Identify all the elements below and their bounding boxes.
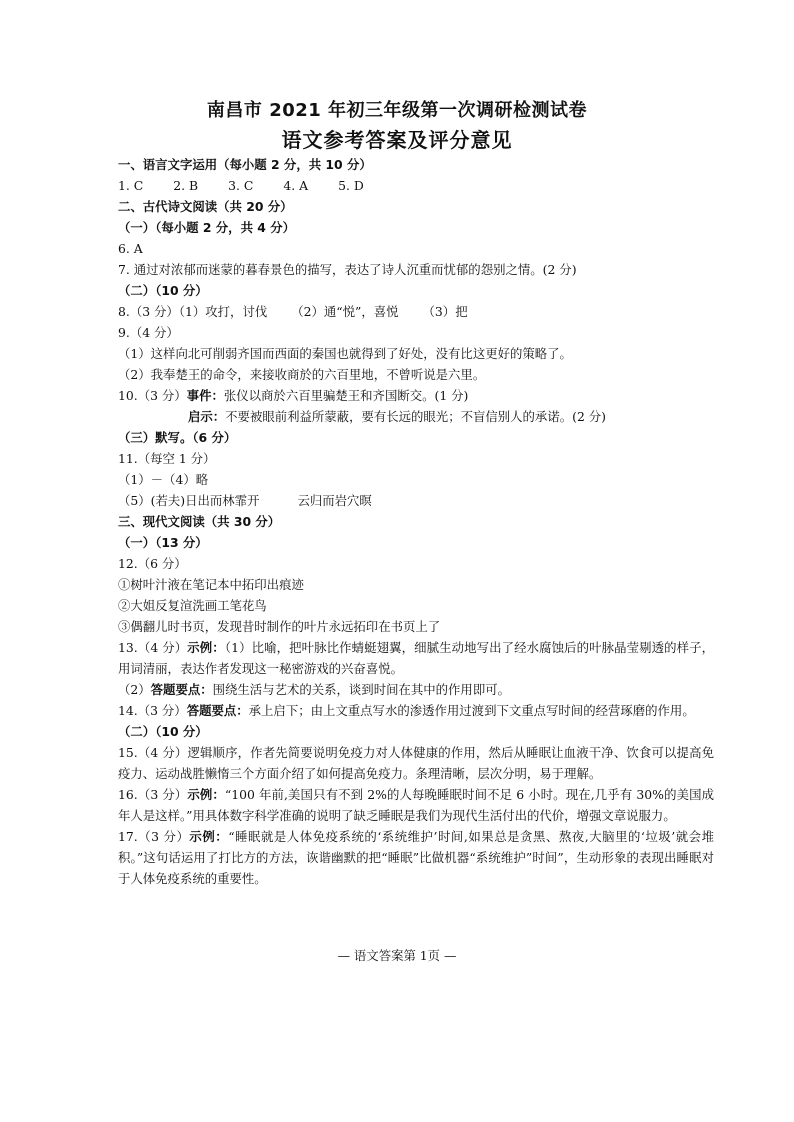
answer-13 [118,637,714,679]
answer-11-b [118,490,714,511]
key-points-label: 答题要点： [150,682,213,697]
event-label: 事件： [186,388,224,403]
key-points-label: 答题要点： [186,703,249,718]
example-label: 示例： [187,640,225,655]
answer-8-b: （2）通“悦”，喜悦 [291,304,399,319]
example-label: 示例： [189,829,229,844]
page-footer: — 语文答案第 1页 — [337,948,457,963]
answer-12-3: ③偶翻儿时书页，发现昔时制作的叶片永远拓印在书页上了 [118,619,441,634]
answer-3: 3. C [228,178,254,193]
section-3-heading: 三、现代文阅读（共 30 分） [118,514,281,529]
insight-label: 启示： [188,409,226,424]
answer-14 [118,700,714,721]
answer-11-a: （1）－（4）略 [118,472,209,487]
answer-14-text: 承上启下；由上文重点写水的渗透作用过渡到下文重点写时间的经营琢磨的作用。 [248,703,695,718]
answer-2: 2. B [173,178,199,193]
answer-key-title: 语文参考答案及评分意见 [281,128,513,152]
answer-16-text: “100 年前,美国只有不到 2%的人每晚睡眠时间不足 6 小时。现在,几乎有 30%的美国成年人是这样。”用具体数字科学准确的说明了缺乏睡眠是我们为现代生活付出的代价，增强文章说服力。 [118,787,715,823]
answer-13-2-text: 围绕生活与艺术的关系，谈到时间在其中的作用即可。 [212,682,510,697]
answer-10-event [118,385,714,406]
answer-5: 5. D [338,178,364,193]
answer-12-1: ①树叶汁液在笔记本中拓印出痕迹 [118,577,304,592]
insight-text: 不要被眼前利益所蒙蔽，要有长远的眼光；不盲信别人的承诺。(2 分) [225,409,606,424]
answer-17 [118,826,714,889]
answer-4: 4. A [283,178,309,193]
answer-11-b2: 云归而岩穴暝 [297,493,372,508]
answer-17-label: 17.（3 分） [118,829,190,844]
part-3-heading: （三）默写。（6 分） [118,430,237,445]
answer-13-2-label: （2） [118,682,151,697]
answer-9-2: （2）我奉楚王的命令，来接收商於的六百里地，不曾听说是六里。 [118,367,486,382]
answer-body [118,154,714,889]
section-2-heading: 二、古代诗文阅读（共 20 分） [118,199,293,214]
exam-title: 南昌市 2021 年初三年级第一次调研检测试卷 [206,100,588,121]
part-3-2-heading: （二）（10 分） [118,724,208,739]
answer-12-2: ②大姐反复渲洗画工笔花鸟 [118,598,267,613]
answer-16-label: 16.（3 分） [118,787,188,802]
answer-10-insight [118,406,714,427]
answer-1: 1. C [118,178,144,193]
part-3-1-heading: （一）（13 分） [118,535,208,550]
part-2-heading: （二）（10 分） [118,283,208,298]
answer-14-label: 14.（3 分） [118,703,187,718]
answer-8 [118,301,714,322]
answer-11: 11.（每空 1 分） [118,451,216,466]
answer-13-2 [118,679,714,700]
answer-13-text: （1）比喻，把叶脉比作蜻蜓翅翼，细腻生动地写出了经水腐蚀后的叶脉晶莹剔透的样子，用词清丽，表达作者发现这一秘密游戏的兴奋喜悦。 [118,640,715,676]
answer-9: 9.（4 分） [118,325,179,340]
answer-17-text: “睡眠就是人体免疫系统的‘系统维护’时间,如果总是贪黑、熬夜,大脑里的‘垃圾’就会堆积。”这句话运用了打比方的方法，诙谐幽默的把“睡眠”比做机器“系统维护”时间”，生动形象的表现出睡眠对于人体免疫系统的重要性。 [118,829,715,886]
answer-8-c: （3）把 [422,304,468,319]
answer-6: 6. A [118,241,143,256]
mcq-answers-row [118,175,714,196]
event-text: 张仪以商於六百里骗楚王和齐国断交。(1 分) [223,388,469,403]
answer-15: 15.（4 分）逻辑顺序，作者先简要说明免疫力对人体健康的作用，然后从睡眠让血液干净、饮食可以提高免疫力、运动战胜懒惰三个方面介绍了如何提高免疫力。条理清晰，层次分明，易于理解。 [118,745,714,781]
section-1-heading: 一、语言文字运用（每小题 2 分，共 10 分） [118,157,372,172]
answer-7: 7. 通过对浓郁而迷蒙的暮春景色的描写，表达了诗人沉重而忧郁的怨别之情。(2 分) [118,262,577,277]
answer-9-1: （1）这样向北可削弱齐国而西面的秦国也就得到了好处，没有比这更好的策略了。 [118,346,572,361]
part-1-heading: （一）（每小题 2 分，共 4 分） [118,220,295,235]
answer-11-b1: （5）(若夫)日出而林霏开 [118,493,260,508]
answer-16 [118,784,714,826]
answer-12: 12.（6 分） [118,556,187,571]
answer-13-label: 13.（4 分） [118,640,188,655]
example-label: 示例： [187,787,225,802]
answer-8-a: 8.（3 分）（1）攻打，讨伐 [118,304,268,319]
answer-10-label: 10.（3 分） [118,388,187,403]
